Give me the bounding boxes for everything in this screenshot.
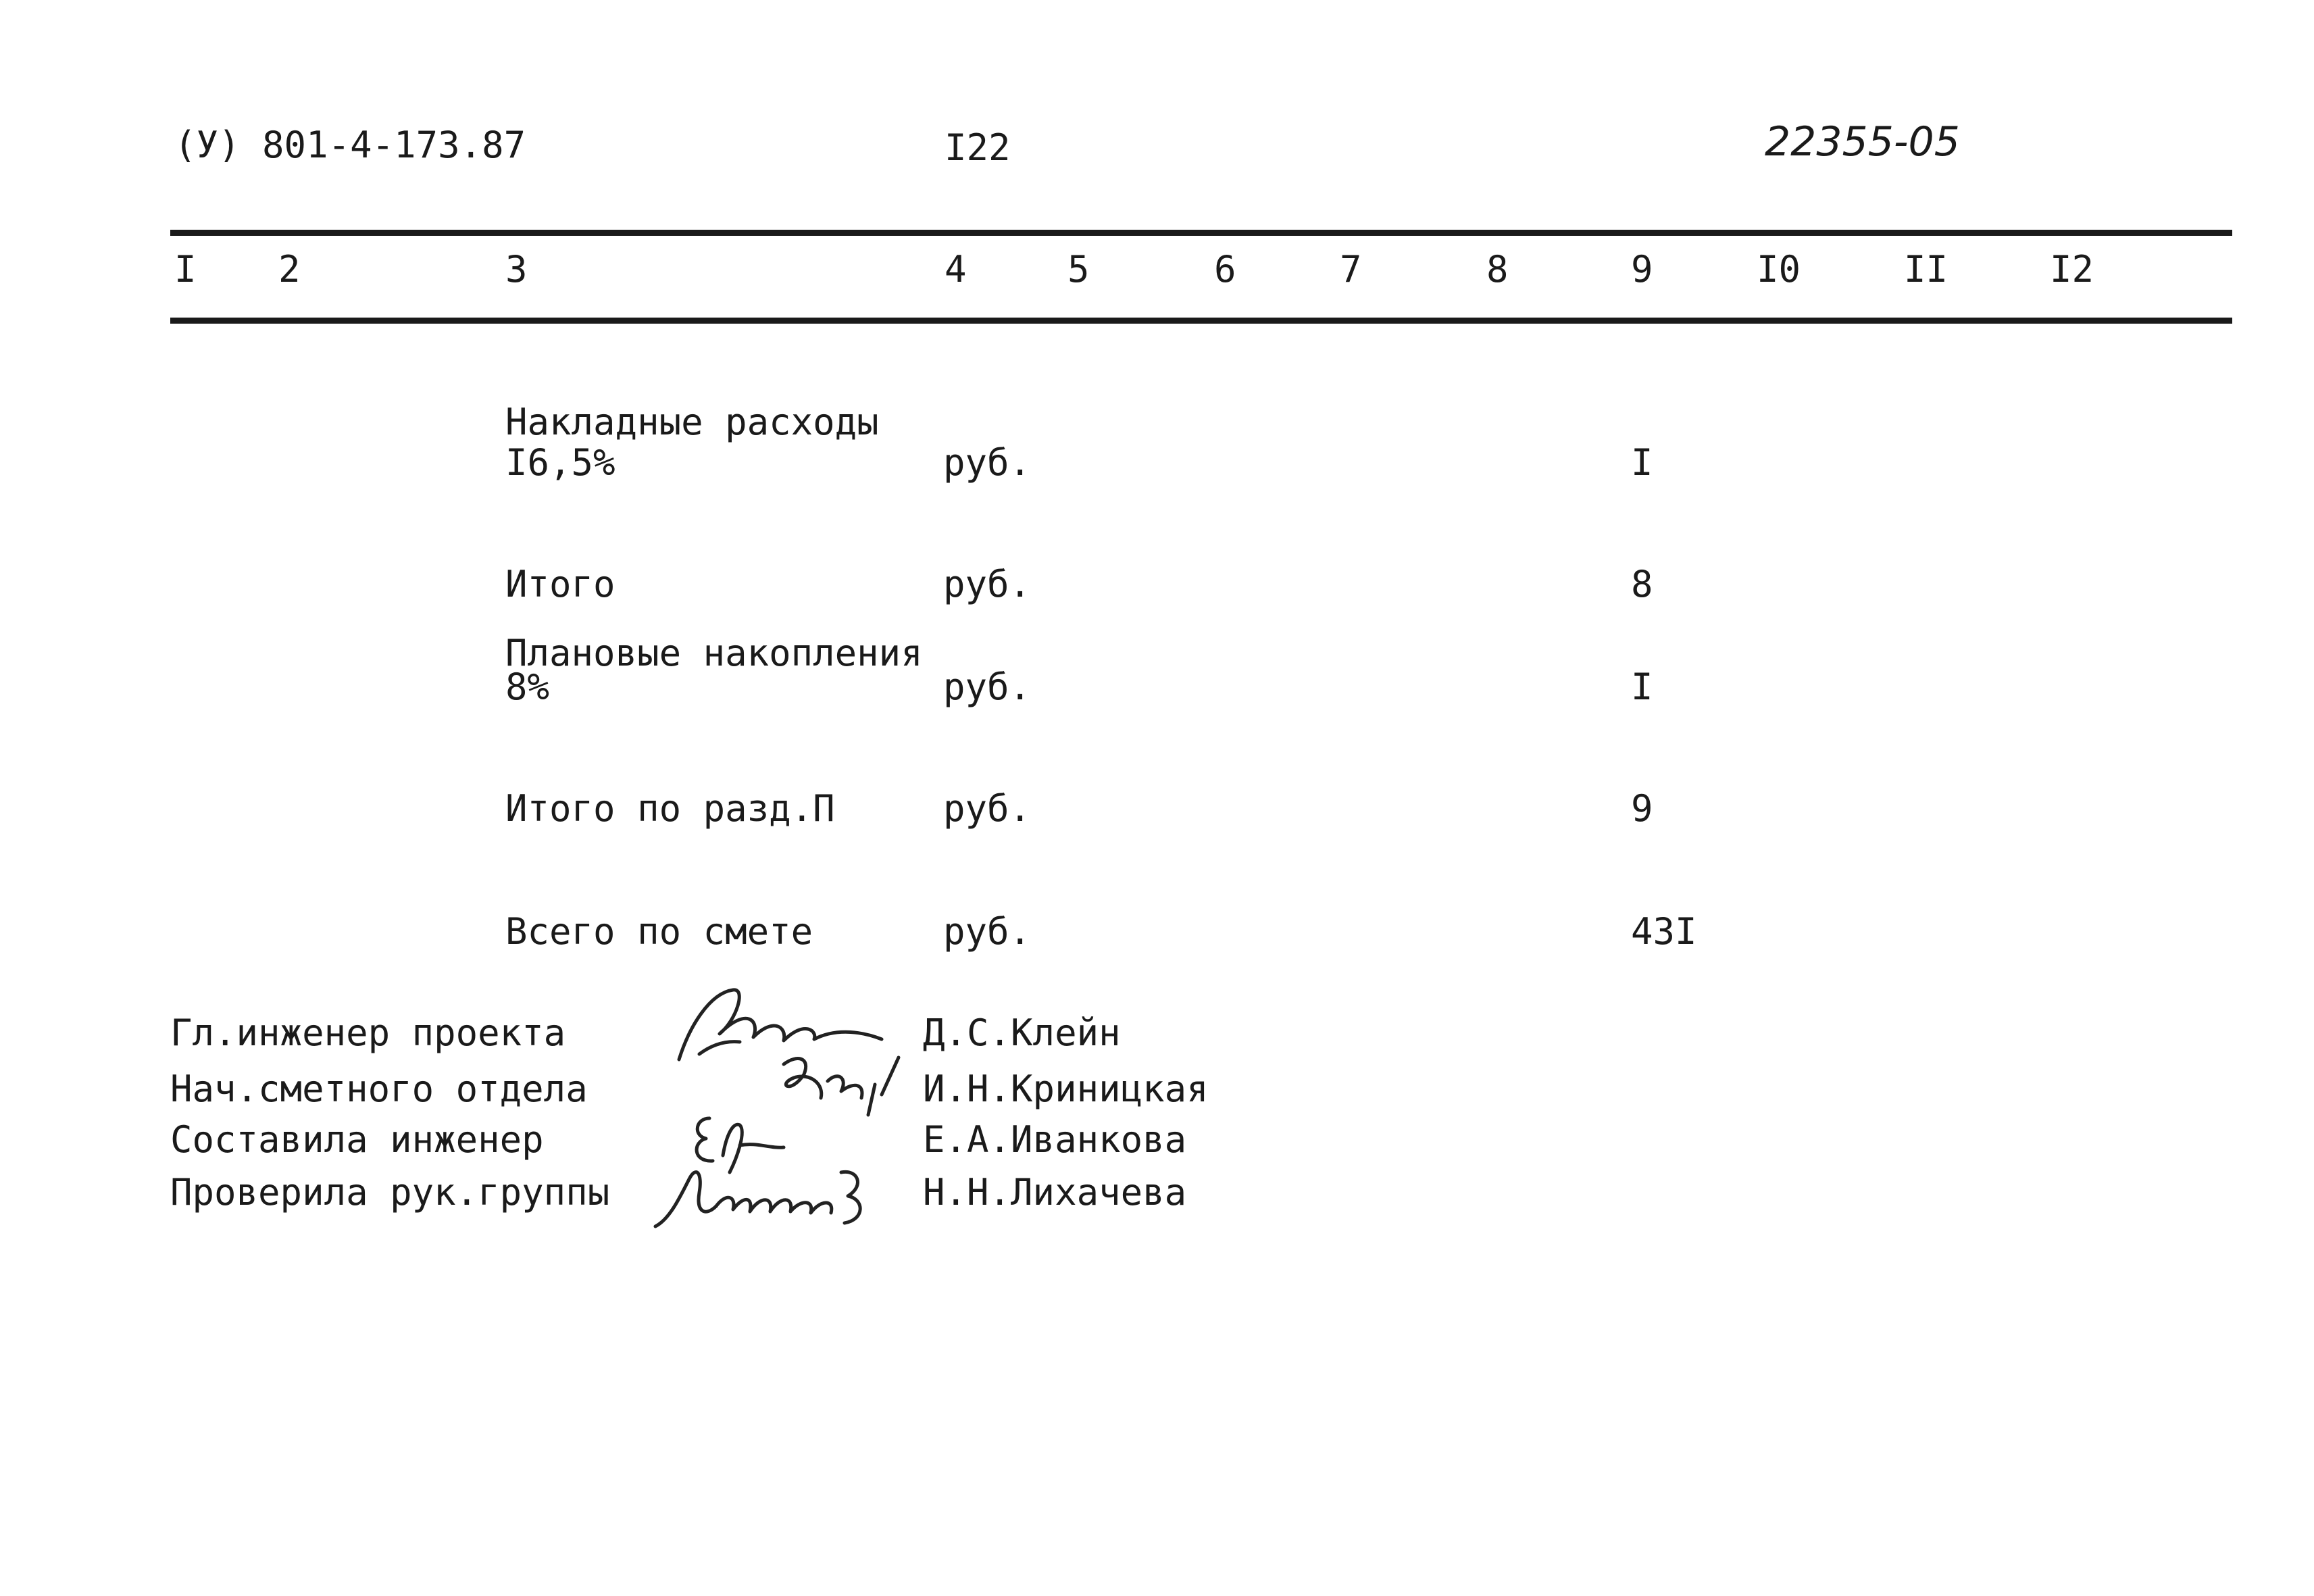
- column-number: I: [174, 248, 197, 291]
- row-value: I: [1631, 666, 1653, 708]
- row-label: Итого: [505, 563, 615, 605]
- row-unit: руб.: [943, 787, 1032, 830]
- header-top-rule: [170, 230, 2232, 236]
- sheet-code: 22355-05: [1765, 118, 1960, 166]
- signatory-name: Н.Н.Лихачева: [923, 1171, 1187, 1214]
- column-number: 3: [505, 248, 528, 291]
- page-number: I22: [945, 126, 1011, 169]
- signatory-role: Составила инженер: [170, 1118, 544, 1161]
- row-value: 8: [1631, 563, 1653, 605]
- row-label-rate: I6,5%: [505, 441, 615, 484]
- signatory-role: Нач.сметного отдела: [170, 1068, 588, 1110]
- column-number: 9: [1631, 248, 1653, 291]
- row-label-rate: 8%: [505, 666, 550, 708]
- row-label: Накладные расходы: [505, 401, 879, 443]
- header-bottom-rule: [170, 318, 2232, 324]
- row-label: Плановые накопления: [505, 632, 923, 674]
- row-value: 9: [1631, 787, 1653, 830]
- column-number: I2: [2050, 248, 2094, 291]
- row-unit: руб.: [943, 910, 1032, 953]
- row-unit: руб.: [943, 666, 1032, 708]
- signatory-role: Проверила рук.группы: [170, 1171, 610, 1214]
- column-number: 5: [1067, 248, 1090, 291]
- row-label: Итого по разд.П: [505, 787, 835, 830]
- row-value: I: [1631, 441, 1653, 484]
- column-number: 4: [945, 248, 967, 291]
- signature-likhacheva: [649, 1159, 878, 1233]
- row-label: Всего по смете: [505, 910, 813, 953]
- column-number: 7: [1340, 248, 1362, 291]
- row-value: 43I: [1631, 910, 1697, 953]
- document-code: (У) 801-4-173.87: [174, 124, 526, 166]
- signatory-name: Е.А.Иванкова: [923, 1118, 1187, 1161]
- column-number: 8: [1486, 248, 1509, 291]
- signatory-name: И.Н.Криницкая: [923, 1068, 1209, 1110]
- signatory-role: Гл.инженер проекта: [170, 1012, 566, 1054]
- column-number: I0: [1757, 248, 1801, 291]
- column-number: II: [1904, 248, 1948, 291]
- column-number: 2: [278, 248, 301, 291]
- row-unit: руб.: [943, 441, 1032, 484]
- signatory-name: Д.С.Клейн: [923, 1012, 1121, 1054]
- row-unit: руб.: [943, 563, 1032, 605]
- column-number: 6: [1214, 248, 1236, 291]
